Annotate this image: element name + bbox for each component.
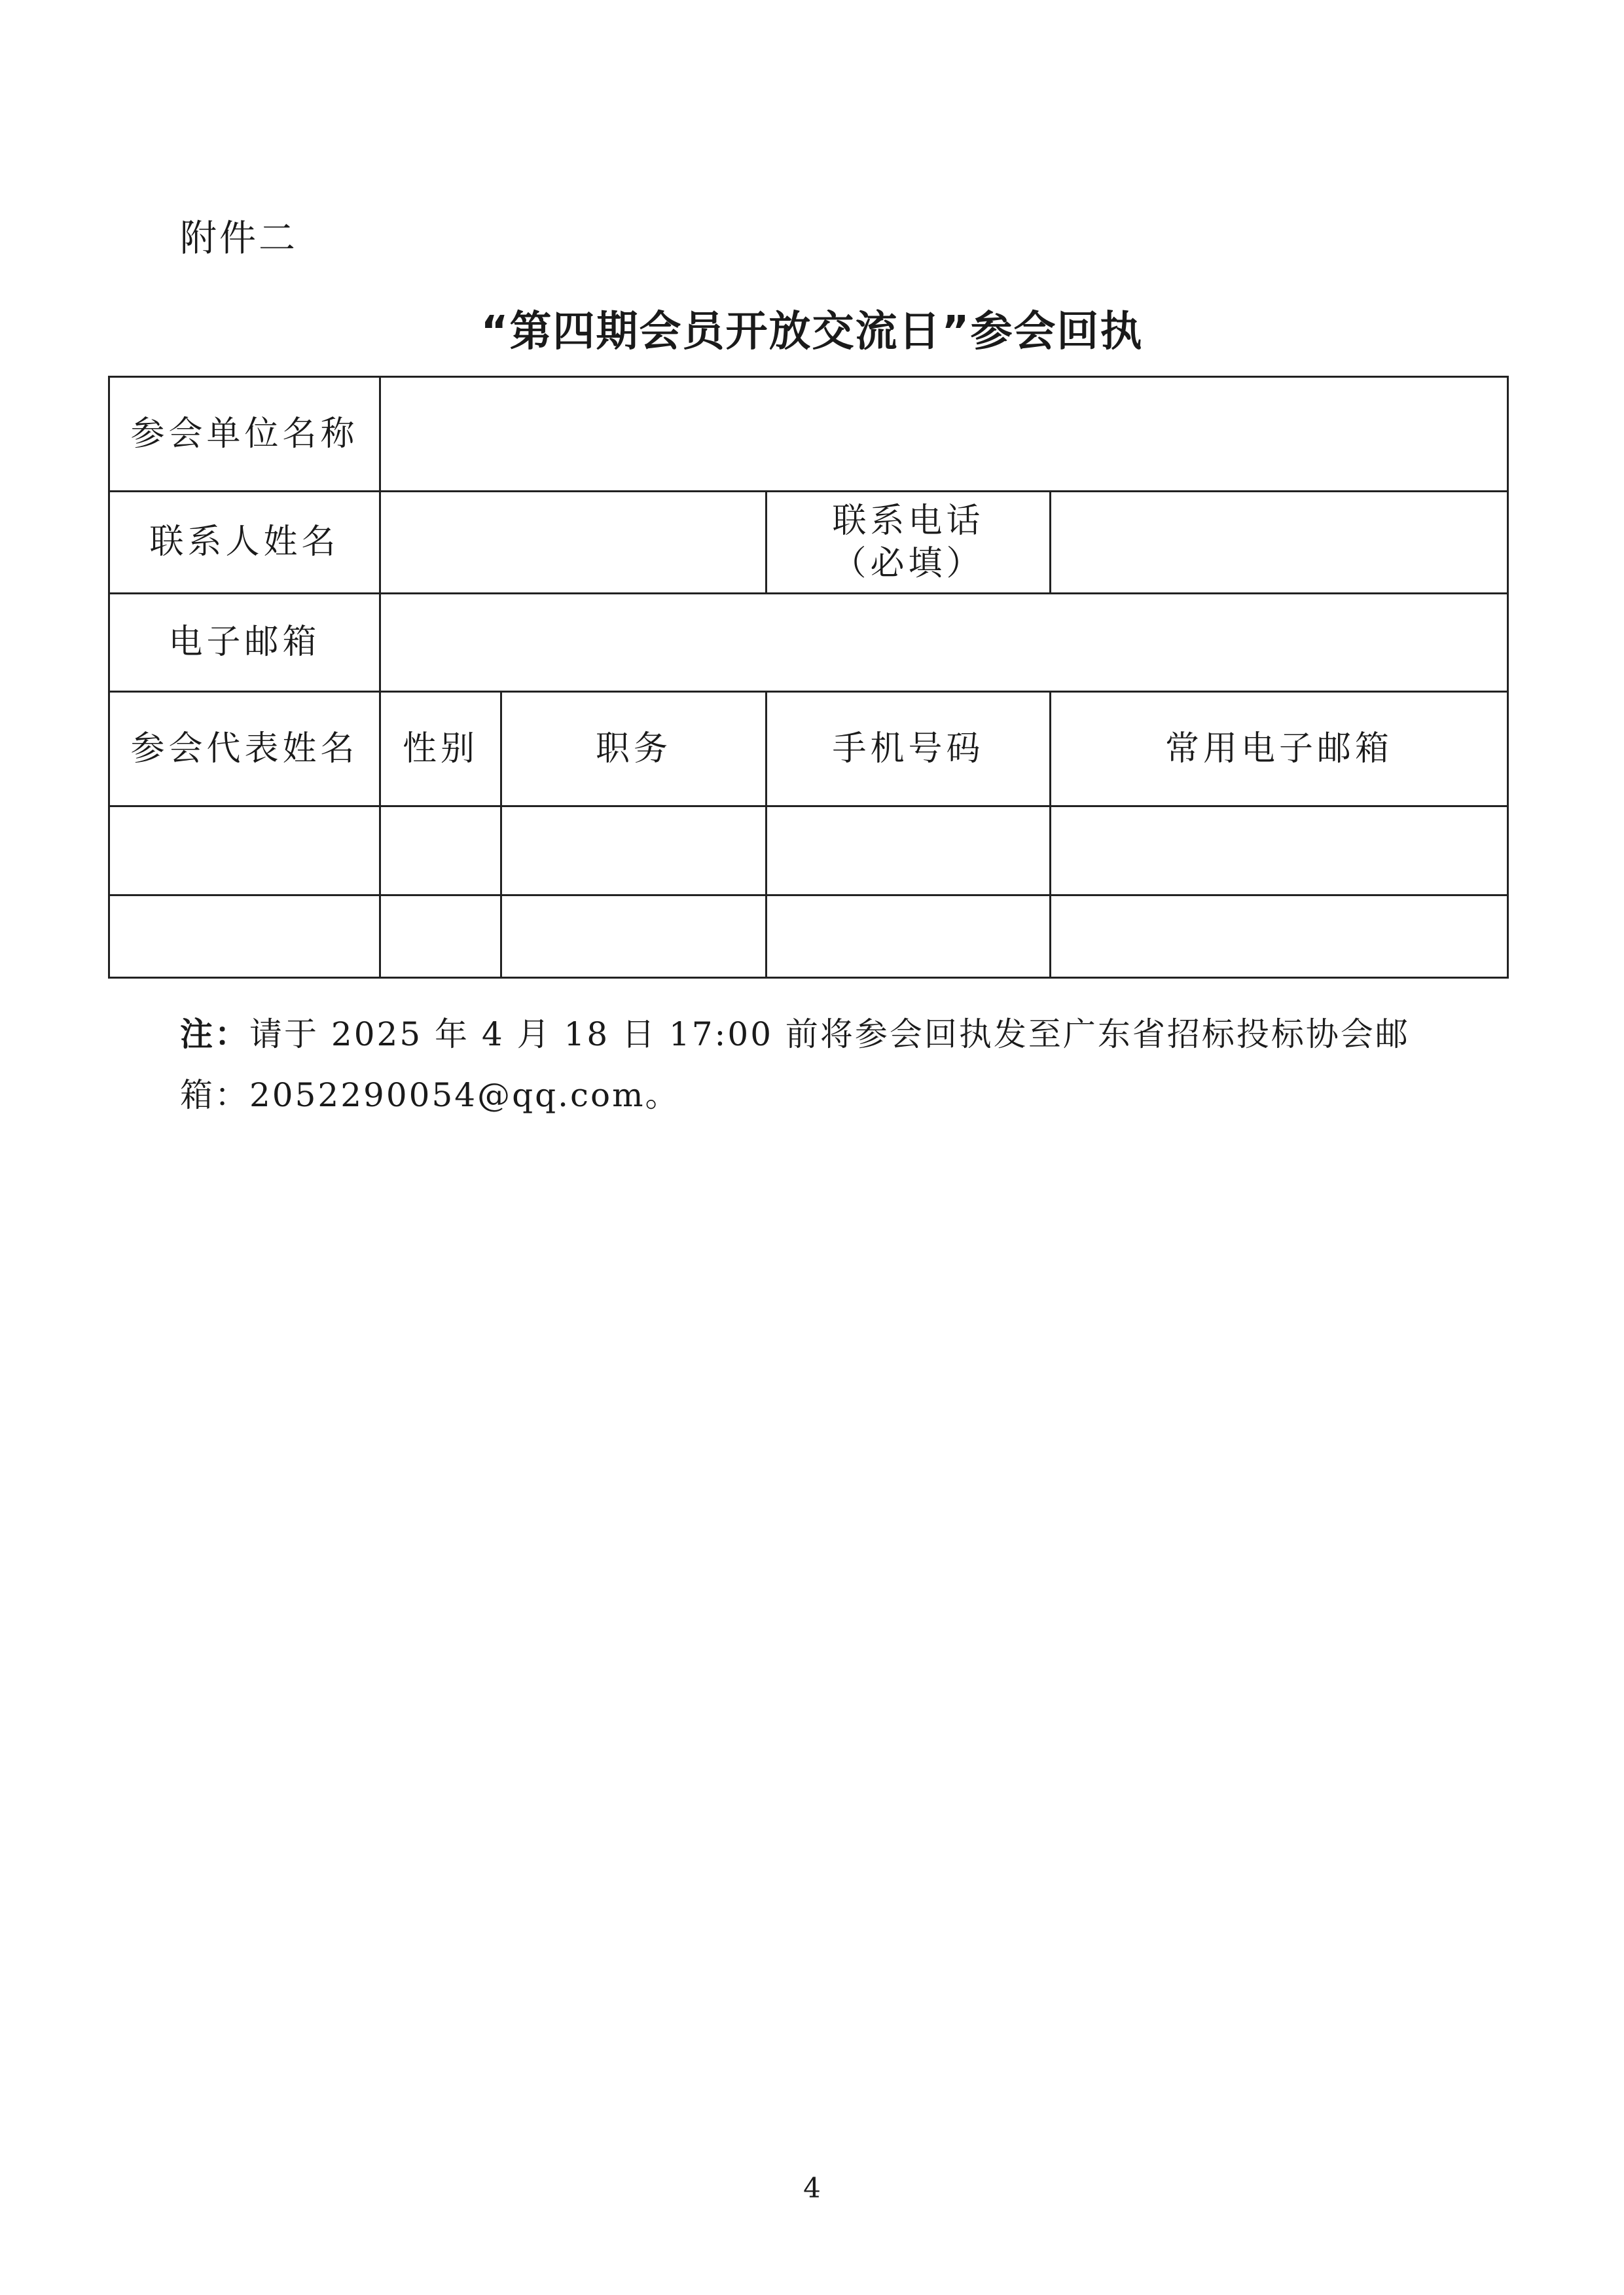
contact-phone-label-line1: 联系电话 bbox=[832, 501, 984, 541]
contact-name-field[interactable] bbox=[381, 492, 765, 592]
note-text-1: 请于 2025 年 4 月 18 日 17:00 前将参会回执发至广东省招标投标协会邮 bbox=[249, 1015, 1410, 1053]
rep-row-2-email[interactable] bbox=[1051, 896, 1507, 977]
email-label: 电子邮箱 bbox=[168, 623, 321, 662]
document-title: “第四期会员开放交流日”参会回执 bbox=[480, 308, 1144, 356]
rep-row-1-name[interactable] bbox=[110, 807, 379, 894]
contact-phone-field[interactable] bbox=[1051, 492, 1507, 592]
unit-name-label: 参会单位名称 bbox=[130, 414, 359, 454]
page-number: 4 bbox=[803, 2172, 821, 2204]
rep-header-name: 参会代表姓名 bbox=[130, 729, 359, 768]
rep-row-1-gender[interactable] bbox=[381, 807, 500, 894]
rep-header-email: 常用电子邮箱 bbox=[1164, 729, 1393, 768]
unit-name-field[interactable] bbox=[381, 378, 1507, 490]
rep-row-2-name[interactable] bbox=[110, 896, 379, 977]
registration-form-table bbox=[108, 376, 1509, 979]
contact-name-label: 联系人姓名 bbox=[149, 522, 340, 562]
note-prefix: 注： bbox=[180, 1015, 249, 1053]
rep-row-1-position[interactable] bbox=[502, 807, 765, 894]
rep-header-position: 职务 bbox=[595, 729, 672, 768]
rep-row-2-mobile[interactable] bbox=[767, 896, 1049, 977]
note-line-1 bbox=[180, 1008, 1410, 1055]
rep-header-mobile: 手机号码 bbox=[832, 729, 984, 768]
contact-phone-label bbox=[767, 492, 1049, 592]
rep-row-1-email[interactable] bbox=[1051, 807, 1507, 894]
attachment-label: 附件二 bbox=[180, 217, 298, 260]
rep-row-1-mobile[interactable] bbox=[767, 807, 1049, 894]
rep-row-2-position[interactable] bbox=[502, 896, 765, 977]
email-field[interactable] bbox=[381, 594, 1507, 691]
rep-row-2-gender[interactable] bbox=[381, 896, 500, 977]
contact-phone-label-line2: （必填） bbox=[832, 543, 984, 583]
note-line-2: 箱：2052290054@qq.com。 bbox=[180, 1076, 680, 1114]
rep-header-gender: 性别 bbox=[402, 729, 478, 768]
